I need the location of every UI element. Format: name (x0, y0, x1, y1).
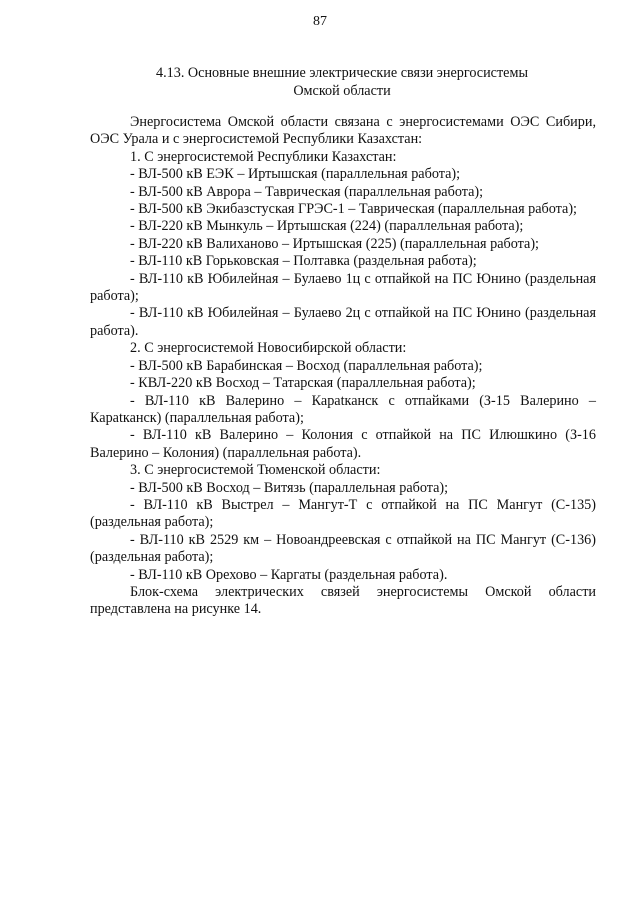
list-item: - ВЛ-110 кВ Выстрел – Мангут-Т с отпайкой на ПС Мангут (С-135) (раздельная работа); (90, 496, 596, 531)
list-item: - ВЛ-220 кВ Валиханово – Иртышская (225) (параллельная работа); (130, 235, 539, 252)
list-item: - ВЛ-500 кВ ЕЭК – Иртышская (параллельная работа); (130, 166, 461, 183)
list-item: - ВЛ-500 кВ Восход – Витязь (параллельная работа); (130, 479, 449, 496)
list-item: - ВЛ-110 кВ Юбилейная – Булаево 1ц с отпайкой на ПС Юнино (раздельная работа); (90, 270, 596, 305)
list-item: - КВЛ-220 кВ Восход – Татарская (параллельная работа); (130, 375, 476, 392)
list-item: - ВЛ-110 кВ Юбилейная – Булаево 2ц с отпайкой на ПС Юнино (раздельная работа). (90, 305, 596, 339)
list-item: - ВЛ-110 кВ Горьковская – Полтавка (раздельная работа); (130, 253, 477, 270)
section-title-line-1: 4.13. Основные внешние электрические связи энергосистемы (155, 65, 528, 81)
page-number: 87 (313, 14, 327, 29)
list-heading-tyumen: 3. С энергосистемой Тюменской области: (130, 462, 381, 479)
intro-paragraph: Энергосистема Омской области связана с энергосистемами ОЭС Сибири, ОЭС Урала и с энергосистемой Республики Казахстан: (90, 114, 596, 148)
list-item: - ВЛ-500 кВ Барабинская – Восход (параллельная работа); (130, 357, 483, 374)
list-heading-kazakhstan: 1. С энергосистемой Республики Казахстан: (130, 148, 397, 165)
list-item: - ВЛ-110 кВ Валерино – Карatканск с отпайками (З-15 Валерино – Карatканск) (параллельная работа); (90, 392, 596, 426)
section-title-line-2: Омской области (293, 82, 391, 99)
section-title (88, 65, 596, 100)
list-item: - ВЛ-110 кВ Валерино – Колония с отпайкой на ПС Илюшкино (З-16 Валерино – Колония) (параллельная работа). (90, 427, 596, 461)
list-item: - ВЛ-500 кВ Экибазстуская ГРЭС-1 – Таврическая (параллельная работа); (130, 201, 577, 218)
closing-paragraph: Блок-схема электрических связей энергосистемы Омской области представлена на рисунке 14. (90, 583, 596, 618)
list-heading-novosibirsk: 2. С энергосистемой Новосибирской области: (130, 340, 407, 357)
list-item: - ВЛ-110 кВ Орехово – Каргаты (раздельная работа). (130, 566, 448, 583)
list-item: - ВЛ-500 кВ Аврора – Таврическая (параллельная работа); (130, 183, 484, 200)
body-text (90, 114, 596, 619)
list-item: - ВЛ-220 кВ Мынкуль – Иртышская (224) (параллельная работа); (130, 218, 524, 235)
list-item: - ВЛ-110 кВ 2529 км – Новоандреевская с отпайкой на ПС Мангут (С-136) (раздельная работа); (90, 531, 596, 566)
